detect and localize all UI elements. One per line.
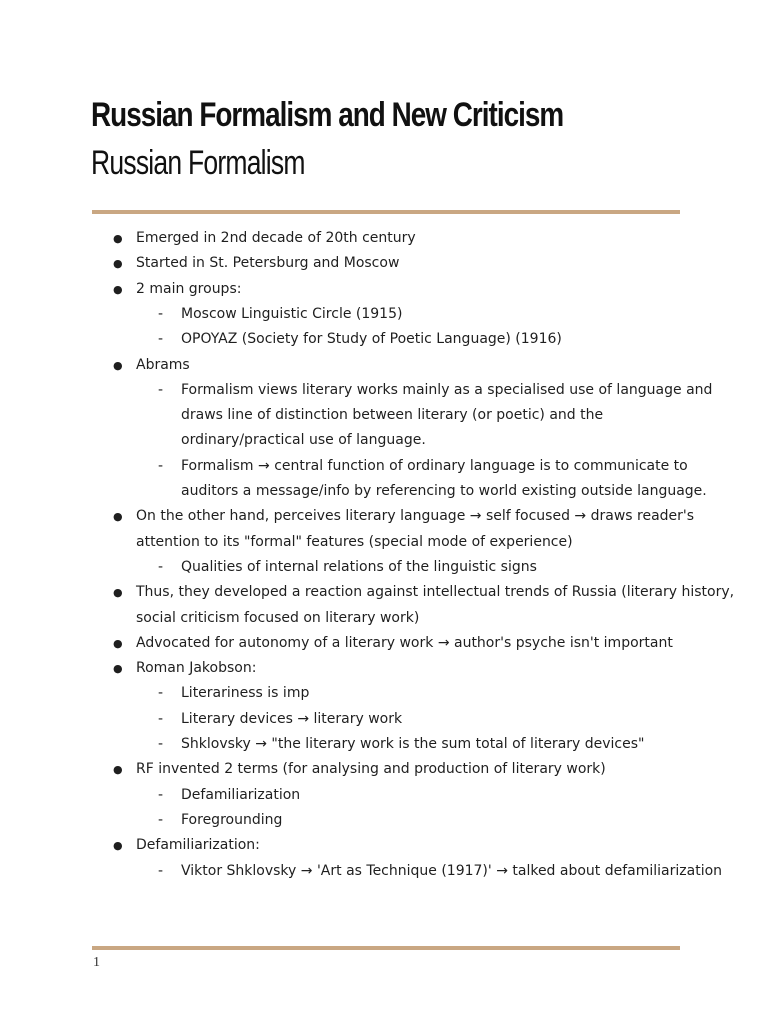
section-heading: Russian Formalism: [91, 144, 305, 182]
list-item: Roman Jakobson:: [136, 660, 257, 676]
dash-marker: -: [158, 685, 164, 701]
bullet-marker: ●: [113, 283, 123, 296]
list-item: Thus, they developed a reaction against intellectual trends of Russia (literary history,: [136, 584, 735, 600]
sub-list-item: auditors a message/info by referencing to world existing outside language.: [181, 483, 707, 499]
sub-list-item: Qualities of internal relations of the linguistic signs: [181, 559, 537, 575]
header-divider: [92, 210, 680, 214]
sub-list-item: OPOYAZ (Society for Study of Poetic Language) (1916): [181, 331, 562, 347]
bullet-marker: ●: [113, 839, 123, 852]
sub-list-item: Moscow Linguistic Circle (1915): [181, 306, 403, 322]
dash-marker: -: [158, 559, 164, 575]
sub-list-item: Formalism → central function of ordinary language is to communicate to: [181, 458, 688, 474]
dash-marker: -: [158, 812, 164, 828]
list-item: 2 main groups:: [136, 281, 242, 297]
sub-list-item: Shklovsky → "the literary work is the sum total of literary devices": [181, 736, 645, 752]
sub-list-item: Defamiliarization: [181, 787, 301, 803]
bullet-marker: ●: [113, 257, 123, 270]
footer-divider: [92, 946, 680, 950]
sub-list-item: draws line of distinction between literary (or poetic) and the: [181, 407, 604, 423]
bullet-marker: ●: [113, 662, 123, 675]
bullet-marker: ●: [113, 586, 123, 599]
sub-list-item: Literary devices → literary work: [181, 711, 403, 727]
list-item: Advocated for autonomy of a literary work → author's psyche isn't important: [136, 635, 673, 651]
list-item: Emerged in 2nd decade of 20th century: [136, 230, 416, 246]
list-item: social criticism focused on literary work): [136, 610, 420, 626]
bullet-marker: ●: [113, 637, 123, 650]
dash-marker: -: [158, 711, 164, 727]
list-item: On the other hand, perceives literary language → self focused → draws reader's: [136, 508, 695, 524]
bullet-marker: ●: [113, 510, 123, 523]
list-item: Abrams: [136, 357, 190, 373]
sub-list-item: ordinary/practical use of language.: [181, 432, 426, 448]
bullet-marker: ●: [113, 232, 123, 245]
sub-list-item: Foregrounding: [181, 812, 283, 828]
list-item: Defamiliarization:: [136, 837, 260, 853]
list-item: Started in St. Petersburg and Moscow: [136, 255, 400, 271]
bullet-marker: ●: [113, 763, 123, 776]
dash-marker: -: [158, 736, 164, 752]
dash-marker: -: [158, 787, 164, 803]
sub-list-item: Viktor Shklovsky → 'Art as Technique (1917)' → talked about defamiliarization: [181, 863, 723, 879]
sub-list-item: Literariness is imp: [181, 685, 310, 701]
bullet-marker: ●: [113, 359, 123, 372]
dash-marker: -: [158, 331, 164, 347]
list-item: attention to its "formal" features (special mode of experience): [136, 534, 573, 550]
dash-marker: -: [158, 382, 164, 398]
dash-marker: -: [158, 306, 164, 322]
page-title: Russian Formalism and New Criticism: [91, 96, 564, 134]
page-number: 1: [93, 955, 100, 970]
list-item: RF invented 2 terms (for analysing and production of literary work): [136, 761, 606, 777]
sub-list-item: Formalism views literary works mainly as a specialised use of language and: [181, 382, 713, 398]
dash-marker: -: [158, 863, 164, 879]
dash-marker: -: [158, 458, 164, 474]
